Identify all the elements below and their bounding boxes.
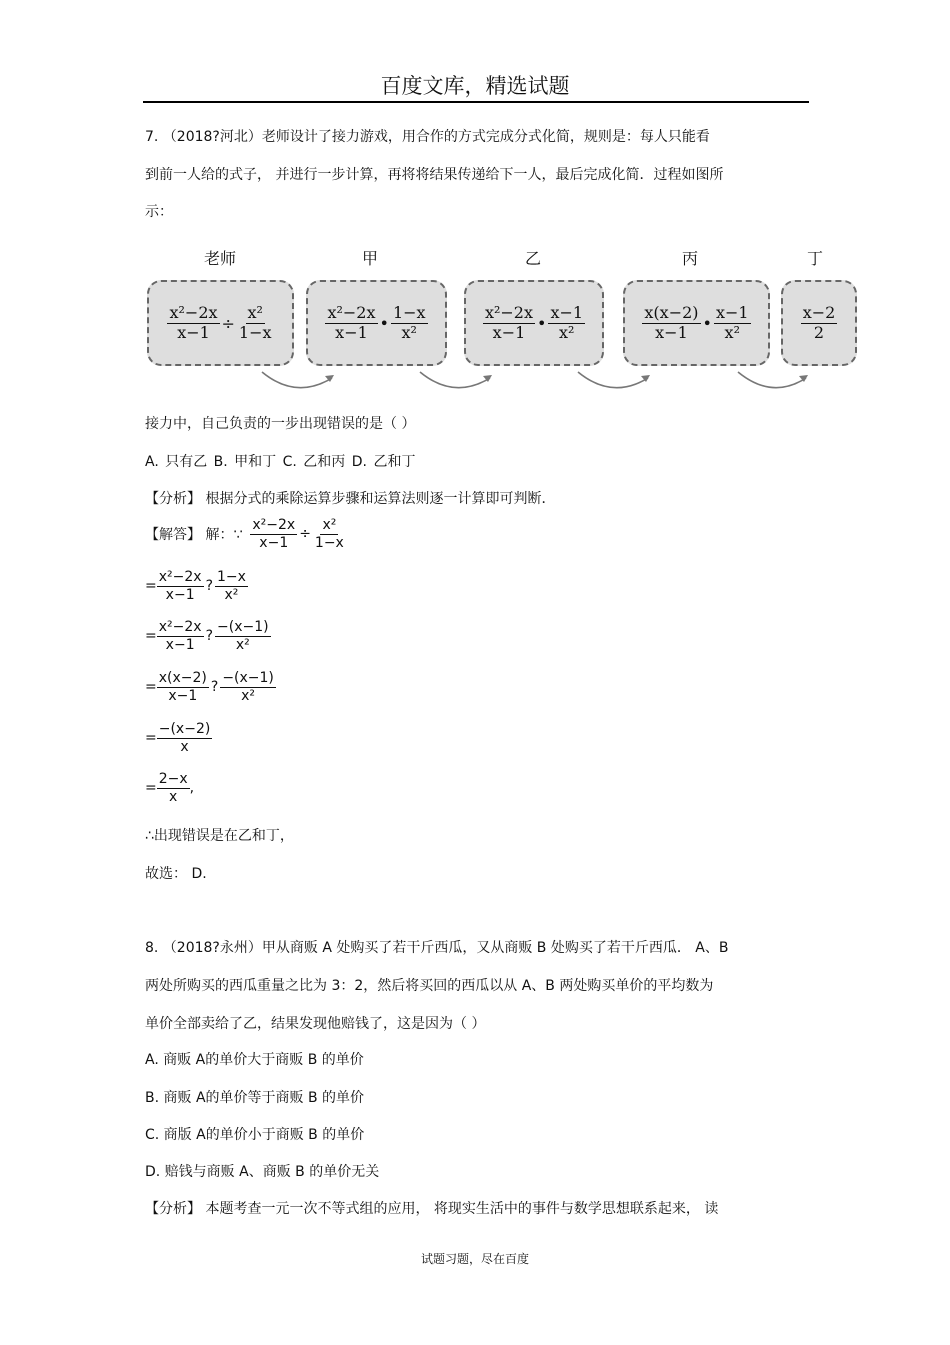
- teacher-box: $\frac{\text{x²−2x}}{x-1}$ ÷ $\frac{\text{x²}}{1-x}$: [147, 280, 294, 366]
- q7-conclusion: ∴出现错误是在乙和丁，: [145, 828, 294, 844]
- page-header: 百度文库，精选试题: [380, 74, 570, 98]
- fraction: $\frac{\text{x²−2x}}{x-1}$: [484, 302, 533, 342]
- fraction: $\frac{x-2}{2}$: [802, 302, 836, 342]
- arrow: [420, 372, 490, 388]
- fraction: $\frac{x(x-2)}{x-1}$: [644, 302, 699, 342]
- q7-question: 接力中，自己负责的一步出现错误的是（ ）: [145, 416, 416, 432]
- label-jia: 甲: [361, 249, 378, 268]
- arrow: [262, 372, 332, 388]
- q7-analysis: 【分析】 根据分式的乘除运算步骤和运算法则逐一计算即可判断．: [145, 491, 556, 507]
- label-yi: 乙: [524, 249, 541, 268]
- fraction: $\frac{\text{x²−2x}}{x-1}$: [169, 302, 218, 342]
- q8-option-c: C. 商版 A的单价小于商贩 B 的单价: [145, 1127, 365, 1143]
- q8-line-2: 两处所购买的西瓜重量之比为 3：2，然后将买回的西瓜以从 A、B 两处购买单价的平均数为: [145, 978, 714, 994]
- relay-arrows: [0, 0, 950, 400]
- bing-box: $\frac{x(x-2)}{x-1}$ • $\frac{x-1}{\text{x²}}$: [623, 280, 770, 366]
- fraction: $\frac{1-x}{\text{x²}}$: [217, 569, 246, 603]
- step-2: = $\frac{\text{x²−2x}}{x-1}$ ? $\frac{-(x-1)}{\text{x²}}$: [145, 619, 269, 653]
- fraction: $\frac{\text{x²−2x}}{x-1}$: [158, 619, 202, 653]
- q8-option-d: D. 赔钱与商贩 A、商贩 B 的单价无关: [145, 1164, 380, 1180]
- fraction: $\frac{\text{x²}}{1-x}$: [314, 517, 344, 551]
- q7-line-2: 到前一人给的式子， 并进行一步计算，再将将结果传递给下一人，最后完成化简．过程如图所: [145, 167, 724, 183]
- q7-choice: 故选： D.: [145, 866, 207, 882]
- fraction: $\frac{1-x}{\text{x²}}$: [392, 302, 426, 342]
- fraction: $\frac{-(x-1)}{\text{x²}}$: [222, 670, 274, 704]
- jia-box: $\frac{\text{x²−2x}}{x-1}$ • $\frac{1-x}{\text{x²}}$: [306, 280, 447, 366]
- q7-line-1: 7. （2018?河北）老师设计了接力游戏，用合作的方式完成分式化简，规则是：每人只能看: [145, 129, 710, 145]
- fraction: $\frac{\text{x²−2x}}{x-1}$: [252, 517, 296, 551]
- label-ding: 丁: [806, 249, 823, 268]
- fraction: $\frac{\text{x²−2x}}{x-1}$: [327, 302, 376, 342]
- fraction: $\frac{-(x-1)}{\text{x²}}$: [217, 619, 269, 653]
- step-3: = $\frac{x(x-2)}{x-1}$ ? $\frac{-(x-1)}{\text{x²}}$: [145, 670, 274, 704]
- step-1: = $\frac{\text{x²−2x}}{x-1}$ ? $\frac{1-x}{\text{x²}}$: [145, 569, 246, 603]
- q8-option-a: A. 商贩 A的单价大于商贩 B 的单价: [145, 1052, 364, 1068]
- arrow: [578, 372, 648, 388]
- fraction: $\frac{x-1}{\text{x²}}$: [715, 302, 749, 342]
- q7-options: A. 只有乙 B. 甲和丁 C. 乙和丙 D. 乙和丁: [145, 454, 416, 470]
- answer-prefix: 【解答】 解：∵: [145, 527, 243, 544]
- q7-line-3: 示：: [145, 204, 173, 220]
- fraction: $\frac{-(x-2)}{x}$: [158, 721, 211, 755]
- fraction: $\frac{x-1}{\text{x²}}$: [550, 302, 584, 342]
- yi-box: $\frac{\text{x²−2x}}{x-1}$ • $\frac{x-1}{\text{x²}}$: [464, 280, 604, 366]
- step-5: = $\frac{2-x}{x}$ ,: [145, 771, 195, 805]
- arrow: [738, 372, 806, 388]
- q8-line-1: 8. （2018?永州）甲从商贩 A 处购买了若干斤西瓜，又从商贩 B 处购买了若干斤西瓜． A、B: [145, 940, 729, 956]
- q8-analysis: 【分析】 本题考查一元一次不等式组的应用， 将现实生活中的事件与数学思想联系起来， 读: [145, 1201, 719, 1217]
- fraction: $\frac{\text{x²}}{1-x}$: [238, 302, 272, 342]
- page-footer: 试题习题，尽在百度: [420, 1252, 529, 1266]
- fraction: $\frac{2-x}{x}$: [158, 771, 188, 805]
- step-4: = $\frac{-(x-2)}{x}$: [145, 721, 211, 755]
- label-bing: 丙: [681, 249, 698, 268]
- q8-line-3: 单价全部卖给了乙，结果发现他赔钱了，这是因为（ ）: [145, 1016, 486, 1032]
- fraction: $\frac{\text{x²−2x}}{x-1}$: [158, 569, 202, 603]
- fraction: $\frac{x(x-2)}{x-1}$: [158, 670, 207, 704]
- q8-option-b: B. 商贩 A的单价等于商贩 B 的单价: [145, 1090, 365, 1106]
- label-teacher: 老师: [203, 249, 236, 268]
